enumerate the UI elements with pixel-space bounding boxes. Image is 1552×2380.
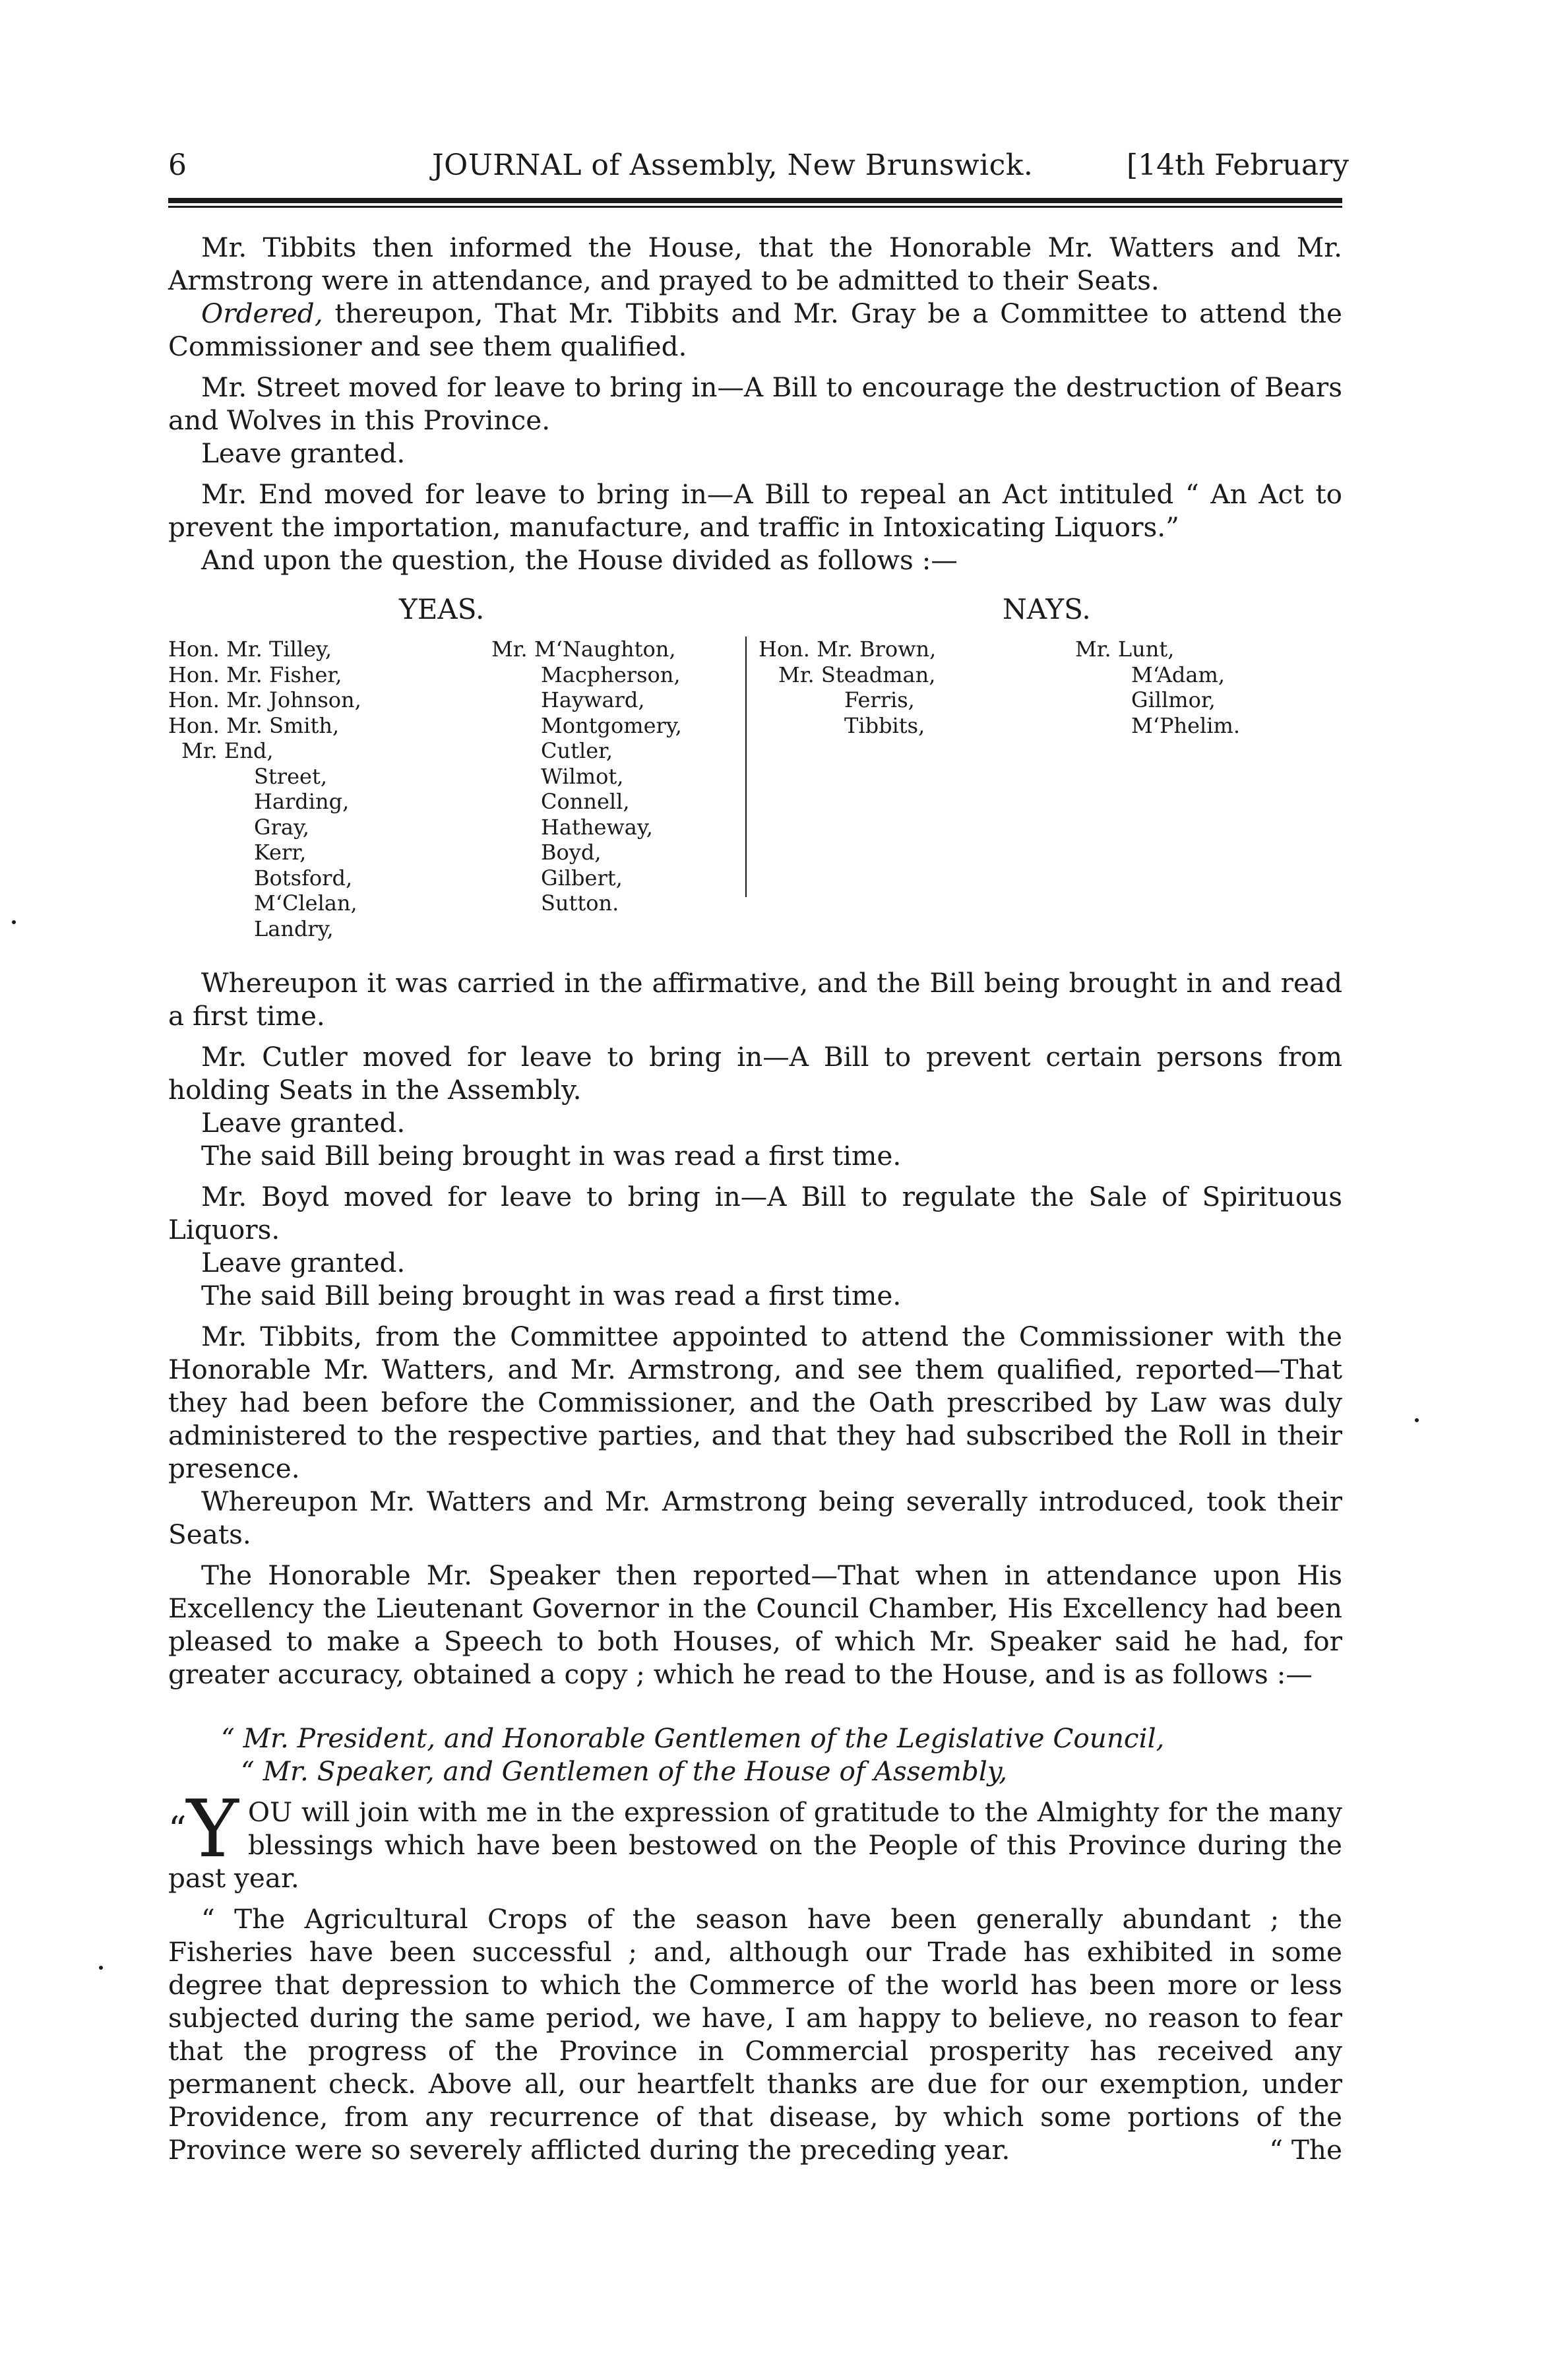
drop-cap <box>168 1784 239 1875</box>
paragraph: Leave granted. <box>201 1107 406 1139</box>
member-name: M‘Adam, <box>1131 662 1225 687</box>
speech-paragraph-text: OU will join with me in the expression of gratitude to the Almighty for the many blessings which have been bestowed on the People of this Province during the past year. <box>168 1796 1342 1894</box>
member-name: Hon. Mr. Johnson, <box>168 687 361 712</box>
speech-address: “ Mr. Speaker, and Gentlemen of the House of Assembly, <box>241 1755 1008 1787</box>
paragraph: The said Bill being brought in was read a first time. <box>201 1280 902 1311</box>
speech-paragraph <box>168 1784 1342 1895</box>
print-speck <box>12 920 16 924</box>
member-name: Hon. Mr. Smith, <box>168 712 340 738</box>
member-name: Landry, <box>254 916 334 941</box>
paragraph: Mr. End moved for leave to bring in—A Bill to repeal an Act intituled “ An Act to prevent the importation, manufacture, and traffic in Intoxicating Liquors.” <box>168 478 1342 543</box>
column-divider <box>745 637 747 897</box>
member-name: Hon. Mr. Fisher, <box>168 662 342 687</box>
member-name: Hon. Mr. Tilley, <box>168 637 332 662</box>
speech-paragraph: “ The Agricultural Crops of the season have been generally abundant ; the Fisheries have been successful ; and, although our Trade has exhibited in some degree that depression to which the Commerce of the world has been more or less subjected during the same period, we have, I am happy to believe, no reason to fear that the progress of the Province in Commercial prosperity has received any permanent check. Above all, our heartfelt thanks are due for our exemption, under Providence, from any recurrence of that disease, by which some portions of the Province were so severely afflicted during the preceding year. <box>168 1903 1342 2166</box>
catchword: “ The <box>1269 2134 1342 2166</box>
paragraph: Leave granted. <box>201 1247 406 1278</box>
member-name: Mr. Steadman, <box>778 662 936 687</box>
paragraph: Whereupon Mr. Watters and Mr. Armstrong being severally introduced, took their Seats. <box>168 1486 1342 1550</box>
page-number: 6 <box>168 148 187 182</box>
running-title: JOURNAL of Assembly, New Brunswick. <box>432 148 1034 182</box>
member-name: Mr. Lunt, <box>1075 637 1175 662</box>
member-name: Mr. End, <box>181 738 274 763</box>
speech-section <box>168 1722 1342 2166</box>
ordered-text: thereupon, That Mr. Tibbits and Mr. Gray be a Committee to attend the Commissioner and see them qualified. <box>168 298 1342 362</box>
yeas-column-2 <box>491 637 682 916</box>
paragraph: The Honorable Mr. Speaker then reported—That when in attendance upon His Excellency the Lieutenant Governor in the Council Chamber, His Excellency had been pleased to make a Speech to both Houses, of which Mr. Speaker said he had, for greater accuracy, obtained a copy ; which he read to the House, and is as follows :— <box>168 1559 1342 1690</box>
proceedings-middle <box>168 966 1342 1691</box>
paragraph: Mr. Cutler moved for leave to bring in—A Bill to prevent certain persons from holding Seats in the Assembly. <box>168 1041 1342 1106</box>
member-name: Sutton. <box>541 891 619 916</box>
member-name: Gillmor, <box>1131 687 1216 712</box>
drop-cap-letter: Y <box>186 1784 239 1875</box>
paragraph: Mr. Tibbits, from the Committee appointed to attend the Commissioner with the Honorable Mr. Watters, and Mr. Armstrong, and see them qualified, reported—That they had been before the Commissioner, and the Oath prescribed by Law was duly administered to the respective parties, and that they had subscribed the Roll in their presence. <box>168 1321 1342 1484</box>
member-name: Boyd, <box>541 840 602 865</box>
division-list <box>168 593 1342 966</box>
member-name: Kerr, <box>254 840 307 865</box>
member-name: Gilbert, <box>541 865 623 891</box>
member-name: Cutler, <box>541 738 613 763</box>
paragraph: Mr. Street moved for leave to bring in—A Bill to encourage the destruction of Bears and Wolves in this Province. <box>168 371 1342 436</box>
paragraph: Leave granted. <box>201 437 406 469</box>
paragraph: Mr. Boyd moved for leave to bring in—A Bill to regulate the Sale of Spirituous Liquors. <box>168 1181 1342 1245</box>
member-name: M‘Phelim. <box>1131 712 1240 738</box>
nays-column-2 <box>1075 637 1240 738</box>
member-name: Harding, <box>254 789 350 814</box>
ordered-word: Ordered, <box>201 298 323 329</box>
header-rule-thin <box>168 206 1342 208</box>
member-name: Macpherson, <box>541 662 681 687</box>
nays-column-1 <box>759 637 936 738</box>
member-name: Street, <box>254 763 327 789</box>
paragraph: The said Bill being brought in was read a first time. <box>201 1140 902 1172</box>
member-name: Wilmot, <box>541 763 624 789</box>
header-rule-thick <box>168 198 1342 203</box>
member-name: Hon. Mr. Brown, <box>759 637 937 662</box>
proceedings-top <box>168 231 1342 577</box>
paragraph: Mr. Tibbits then informed the House, that the Honorable Mr. Watters and Mr. Armstrong were in attendance, and prayed to be admitted to their Seats. <box>168 232 1342 296</box>
member-name: Tibbits, <box>844 712 925 738</box>
paragraph <box>168 297 1342 363</box>
member-name: Gray, <box>254 814 309 840</box>
member-name: Connell, <box>541 789 630 814</box>
member-name: M‘Clelan, <box>254 891 357 916</box>
print-speck <box>1415 1418 1419 1422</box>
yeas-heading: YEAS. <box>399 593 485 625</box>
running-date: [14th February <box>1127 148 1349 182</box>
print-speck <box>99 1966 103 1970</box>
paragraph: And upon the question, the House divided as follows :— <box>201 544 958 576</box>
drop-cap-quote: “ <box>168 1809 187 1850</box>
page-header <box>168 148 1349 188</box>
paragraph: Whereupon it was carried in the affirmative, and the Bill being brought in and read a first time. <box>168 967 1342 1032</box>
nays-heading: NAYS. <box>1003 593 1091 625</box>
member-name: Mr. M‘Naughton, <box>491 637 676 662</box>
yeas-column-1 <box>168 637 361 941</box>
member-name: Hatheway, <box>541 814 653 840</box>
member-name: Botsford, <box>254 865 353 891</box>
member-name: Montgomery, <box>541 712 682 738</box>
speech-address: “ Mr. President, and Honorable Gentlemen of the Legislative Council, <box>221 1722 1165 1754</box>
member-name: Hayward, <box>541 687 645 712</box>
member-name: Ferris, <box>844 687 915 712</box>
